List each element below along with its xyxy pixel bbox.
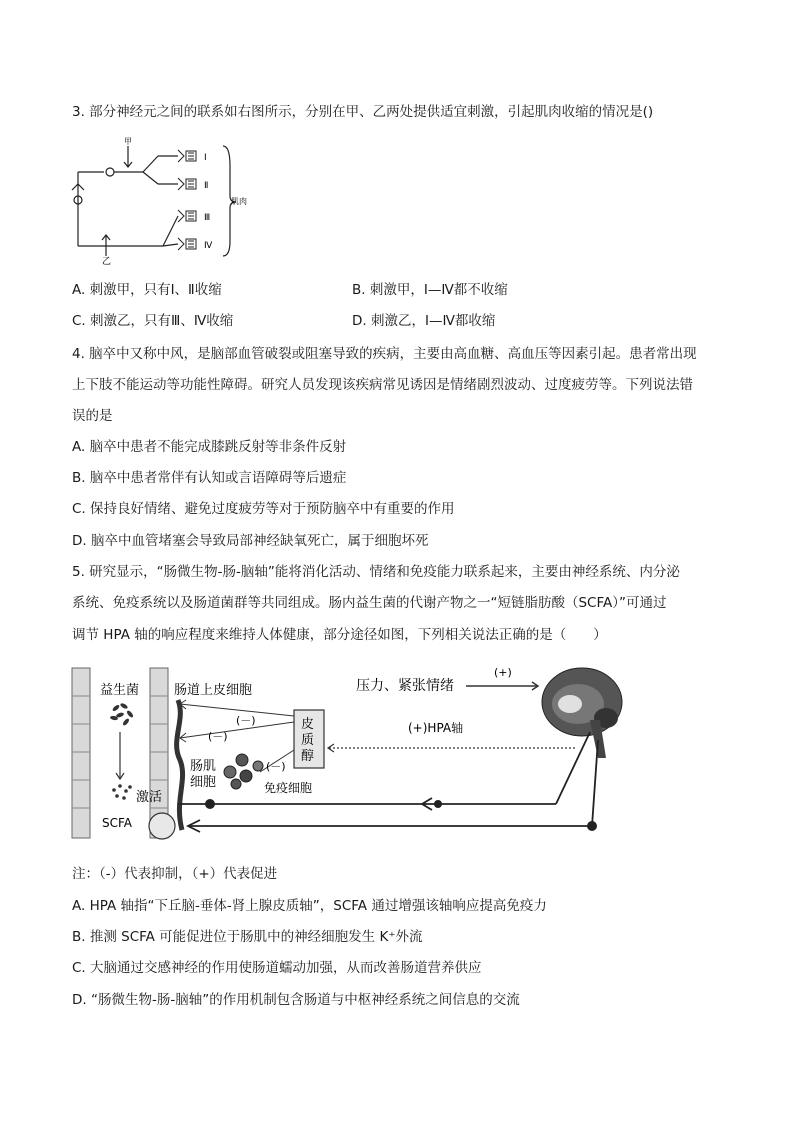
label-muscle: 肌肉 (231, 197, 247, 206)
q3-option-b: B. 刺激甲，Ⅰ—Ⅳ都不收缩 (352, 282, 508, 298)
label-stress: 压力、紧张情绪 (356, 678, 454, 694)
q4-option-b: B. 脑卒中患者常伴有认知或言语障碍等后遗症 (72, 470, 347, 486)
label-jia: 甲 (124, 137, 132, 146)
q5-stem-line-1: 5. 研究显示，“肠微生物-肠-脑轴”能将消化活动、情绪和免疫能力联系起来，主要由神经系统、内分泌 (72, 564, 680, 580)
q4-stem-line-2: 上下肢不能运动等功能性障碍。研究人员发现该疾病常见诱因是情绪剧烈波动、过度疲劳等。下列说法错 (72, 377, 693, 393)
label-stress-plus: (+) (494, 666, 512, 679)
numeral-2: Ⅱ (204, 181, 209, 191)
numeral-4: Ⅳ (204, 241, 213, 251)
q5-option-c: C. 大脑通过交感神经的作用使肠道蠕动加强，从而改善肠道营养供应 (72, 960, 482, 976)
label-minus-2: (－) (208, 730, 228, 743)
label-minus-3: (－) (266, 760, 286, 773)
q4-option-c: C. 保持良好情绪、避免过度疲劳等对于预防脑卒中有重要的作用 (72, 501, 455, 517)
label-scfa: SCFA (102, 816, 133, 830)
q3-option-a: A. 刺激甲，只有Ⅰ、Ⅱ收缩 (72, 282, 222, 298)
q4-option-d: D. 脑卒中血管堵塞会导致局部神经缺氧死亡，属于细胞坏死 (72, 533, 429, 549)
q5-note: 注：（-）代表抑制，（+）代表促进 (72, 866, 278, 882)
q5-option-b: B. 推测 SCFA 可能促进位于肠肌中的神经细胞发生 K⁺外流 (72, 929, 423, 945)
label-minus-1: (－) (236, 714, 256, 727)
numeral-1: Ⅰ (204, 153, 207, 163)
q3-stem: 3. 部分神经元之间的联系如右图所示，分别在甲、乙两处提供适宜刺激，引起肌肉收缩的情况是() (72, 104, 654, 120)
numeral-3: Ⅲ (204, 213, 211, 223)
label-enteric-1: 肠肌 (190, 759, 217, 774)
q5-stem-line-2: 系统、免疫系统以及肠道菌群等共同组成。肠内益生菌的代谢产物之一“短链脂肪酸（SCFA）”可通过 (72, 595, 667, 611)
q5-stem-line-3: 调节 HPA 轴的响应程度来维持人体健康，部分途径如图，下列相关说法正确的是（ ） (72, 627, 607, 643)
label-probiotics: 益生菌 (100, 683, 140, 698)
label-enteric-2: 细胞 (190, 775, 217, 790)
label-immune: 免疫细胞 (264, 781, 313, 795)
label-epithelial: 肠道上皮细胞 (174, 683, 253, 698)
q4-option-a: A. 脑卒中患者不能完成膝跳反射等非条件反射 (72, 439, 347, 455)
q3-neuron-figure (68, 136, 248, 266)
q4-stem-line-1: 4. 脑卒中又称中风，是脑部血管破裂或阻塞导致的疾病，主要由高血糖、高血压等因素引起。患者常出现 (72, 346, 697, 362)
q4-stem-line-3: 误的是 (72, 408, 113, 424)
q3-option-d: D. 刺激乙，Ⅰ—Ⅳ都收缩 (352, 313, 496, 329)
q5-option-a: A. HPA 轴指“下丘脑-垂体-肾上腺皮质轴”，SCFA 通过增强该轴响应提高免疫力 (72, 898, 547, 914)
q5-gut-brain-figure (70, 660, 630, 850)
q5-option-d: D. “肠微生物-肠-脑轴”的作用机制包含肠道与中枢神经系统之间信息的交流 (72, 992, 520, 1008)
q3-option-c: C. 刺激乙，只有Ⅲ、Ⅳ收缩 (72, 313, 234, 329)
label-yi: 乙 (102, 257, 112, 266)
label-cortisol-3: 醇 (301, 749, 315, 764)
label-cortisol-2: 质 (301, 733, 315, 748)
label-hpa: (+)HPA轴 (408, 721, 464, 735)
label-activate: 激活 (136, 790, 163, 805)
label-cortisol-1: 皮 (301, 717, 315, 732)
